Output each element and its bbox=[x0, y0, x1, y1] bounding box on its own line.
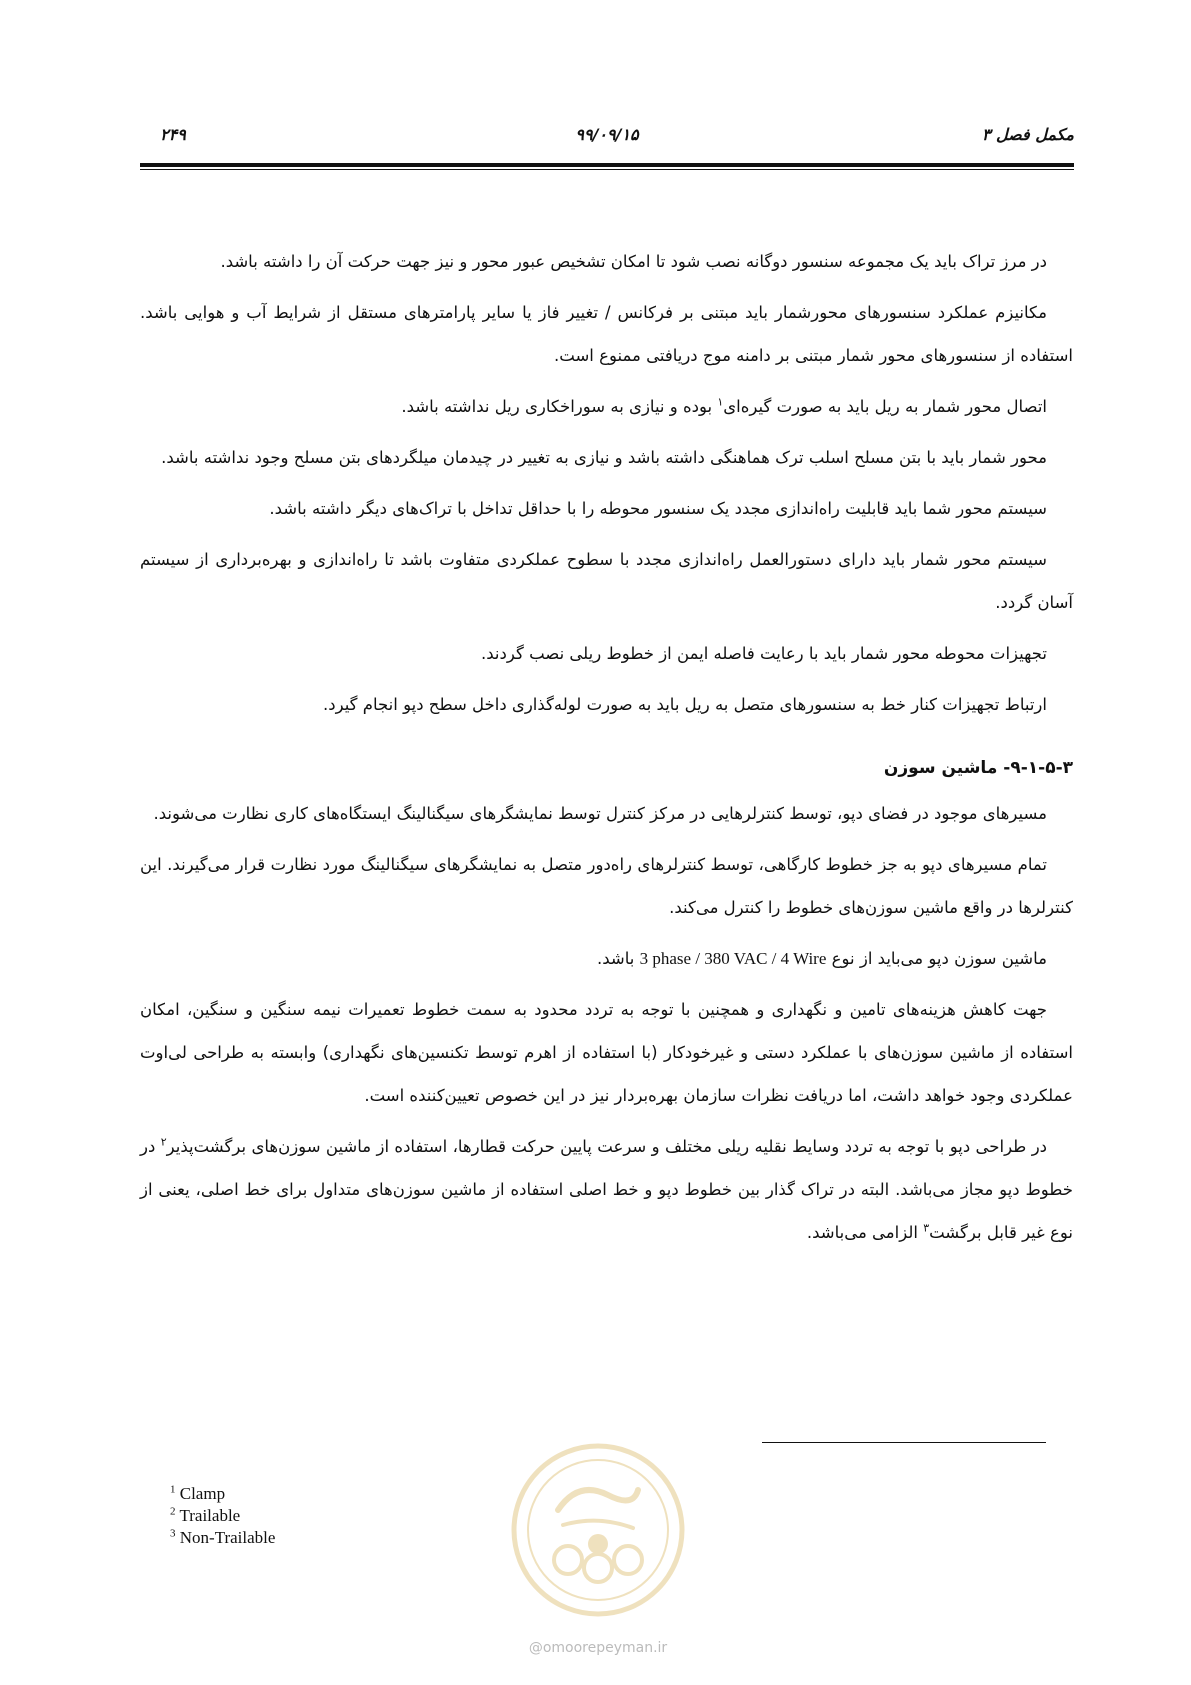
paragraph: سیستم محور شما باید قابلیت راه‌اندازی مجدد یک سنسور محوطه را با حداقل تداخل با تراک‌های دیگر داشته باشد. bbox=[269, 499, 1047, 518]
watermark-site-text: @omoorepeyman.ir bbox=[528, 1640, 668, 1656]
footnote-number: 3 bbox=[170, 1527, 176, 1540]
paragraph bbox=[140, 1125, 1073, 1254]
page-number: ۲۴۹ bbox=[160, 125, 186, 144]
footnote bbox=[170, 1527, 275, 1549]
paragraph: جهت کاهش هزینه‌های تامین و نگهداری و همچنین با توجه به تردد محدود به سمت خطوط تعمیرات نیمه سنگین و سنگین، امکان استفاده از ماشین سوزن‌های با عملکرد دستی و غیرخودکار (با استفاده از اهرم توسط تکنسین‌های نگهداری) وابسته به طراحی لی‌اوت عملکردی وجود خواهد داشت، اما دریافت نظرات سازمان بهره‌بردار نیز در این خصوص تعیین‌کننده است. bbox=[140, 1000, 1073, 1105]
footnote-ref: ۲ bbox=[160, 1135, 167, 1149]
footnote bbox=[170, 1483, 275, 1505]
paragraph-text: در خطوط دپو مجاز می‌باشد. البته در تراک گذار بین خطوط دپو و خط اصلی استفاده از ماشین سوزن‌های متداول برای خط اصلی، یعنی از نوع غیر قابل برگشت bbox=[140, 1137, 1073, 1242]
footnote-text: Trailable bbox=[179, 1506, 241, 1525]
paragraph: تجهیزات محوطه محور شمار باید با رعایت فاصله ایمن از خطوط ریلی نصب گردند. bbox=[481, 644, 1047, 663]
footnote-text: Clamp bbox=[179, 1484, 226, 1503]
page-header bbox=[140, 125, 1074, 165]
paragraph bbox=[140, 937, 1073, 980]
footnote-number: 1 bbox=[170, 1483, 176, 1496]
footnote-ref: ۳ bbox=[923, 1221, 930, 1235]
paragraph-text: باشد. bbox=[597, 949, 635, 968]
paragraph: مسیرهای موجود در فضای دپو، توسط کنترلرهایی در مرکز کنترل توسط نمایشگرهای سیگنالینگ ایستگاه‌های کاری نظارت می‌شوند. bbox=[153, 804, 1047, 823]
footnote-ref: ۱ bbox=[717, 395, 724, 409]
header-rule-thin bbox=[140, 169, 1074, 170]
chapter-title: مکمل فصل ۳ bbox=[981, 125, 1074, 144]
footnote bbox=[170, 1505, 275, 1527]
paragraph: مکانیزم عملکرد سنسورهای محورشمار باید مبتنی بر فرکانس / تغییر فاز یا سایر پارامترهای مستقل از شرایط آب و هوایی باشد. استفاده از سنسورهای محور شمار مبتنی بر دامنه موج دریافتی ممنوع است. bbox=[140, 303, 1073, 365]
paragraph-text: ماشین سوزن دپو می‌باید از نوع bbox=[831, 949, 1047, 968]
footnote-number: 2 bbox=[170, 1505, 176, 1518]
paragraph-text: بوده و نیازی به سوراخکاری ریل نداشته باشد. bbox=[401, 397, 713, 416]
paragraph: تمام مسیرهای دپو به جز خطوط کارگاهی، توسط کنترلرهای راه‌دور متصل به نمایشگرهای سیگنالینگ مورد نظارت قرار می‌گیرند. این کنترلرها در واقع ماشین سوزن‌های خطوط را کنترل می‌کند. bbox=[140, 855, 1073, 917]
paragraph: ارتباط تجهیزات کنار خط به سنسورهای متصل به ریل باید به صورت لوله‌گذاری داخل سطح دپو انجام گیرد. bbox=[323, 695, 1047, 714]
paragraph: در مرز تراک باید یک مجموعه سنسور دوگانه نصب شود تا امکان تشخیص عبور محور و نیز جهت حرکت آن را داشته باشد. bbox=[220, 252, 1047, 271]
document-body bbox=[140, 240, 1073, 1262]
footnote-text: Non-Trailable bbox=[179, 1528, 276, 1547]
section-heading: ۹-۱-۵-۳- ماشین سوزن bbox=[883, 758, 1073, 778]
paragraph bbox=[140, 385, 1073, 428]
revision-date: ۹۹/۰۹/۱۵ bbox=[575, 125, 639, 144]
paragraph-text: اتصال محور شمار به ریل باید به صورت گیره‌ای bbox=[723, 397, 1047, 416]
paragraph: سیستم محور شمار باید دارای دستورالعمل راه‌اندازی مجدد با سطوح عملکردی متفاوت باشد تا راه‌اندازی و بهره‌برداری از سیستم آسان گردد. bbox=[140, 550, 1073, 612]
paragraph-text: در طراحی دپو با توجه به تردد وسایط نقلیه ریلی مختلف و سرعت پایین حرکت قطارها، استفاده از ماشین سوزن‌های برگشت‌پذیر bbox=[166, 1137, 1048, 1156]
footnotes bbox=[170, 1483, 275, 1549]
paragraph: محور شمار باید با بتن مسلح اسلب ترک هماهنگی داشته باشد و نیازی به تغییر در چیدمان میلگردهای بتن مسلح وجود نداشته باشد. bbox=[161, 448, 1047, 467]
header-rule-thick bbox=[140, 163, 1074, 167]
paragraph-text: الزامی می‌باشد. bbox=[806, 1223, 918, 1242]
watermark-seal-icon bbox=[508, 1440, 688, 1620]
footnote-separator bbox=[762, 1442, 1046, 1443]
spec-text: 3 phase / 380 VAC / 4 Wire bbox=[639, 949, 827, 968]
